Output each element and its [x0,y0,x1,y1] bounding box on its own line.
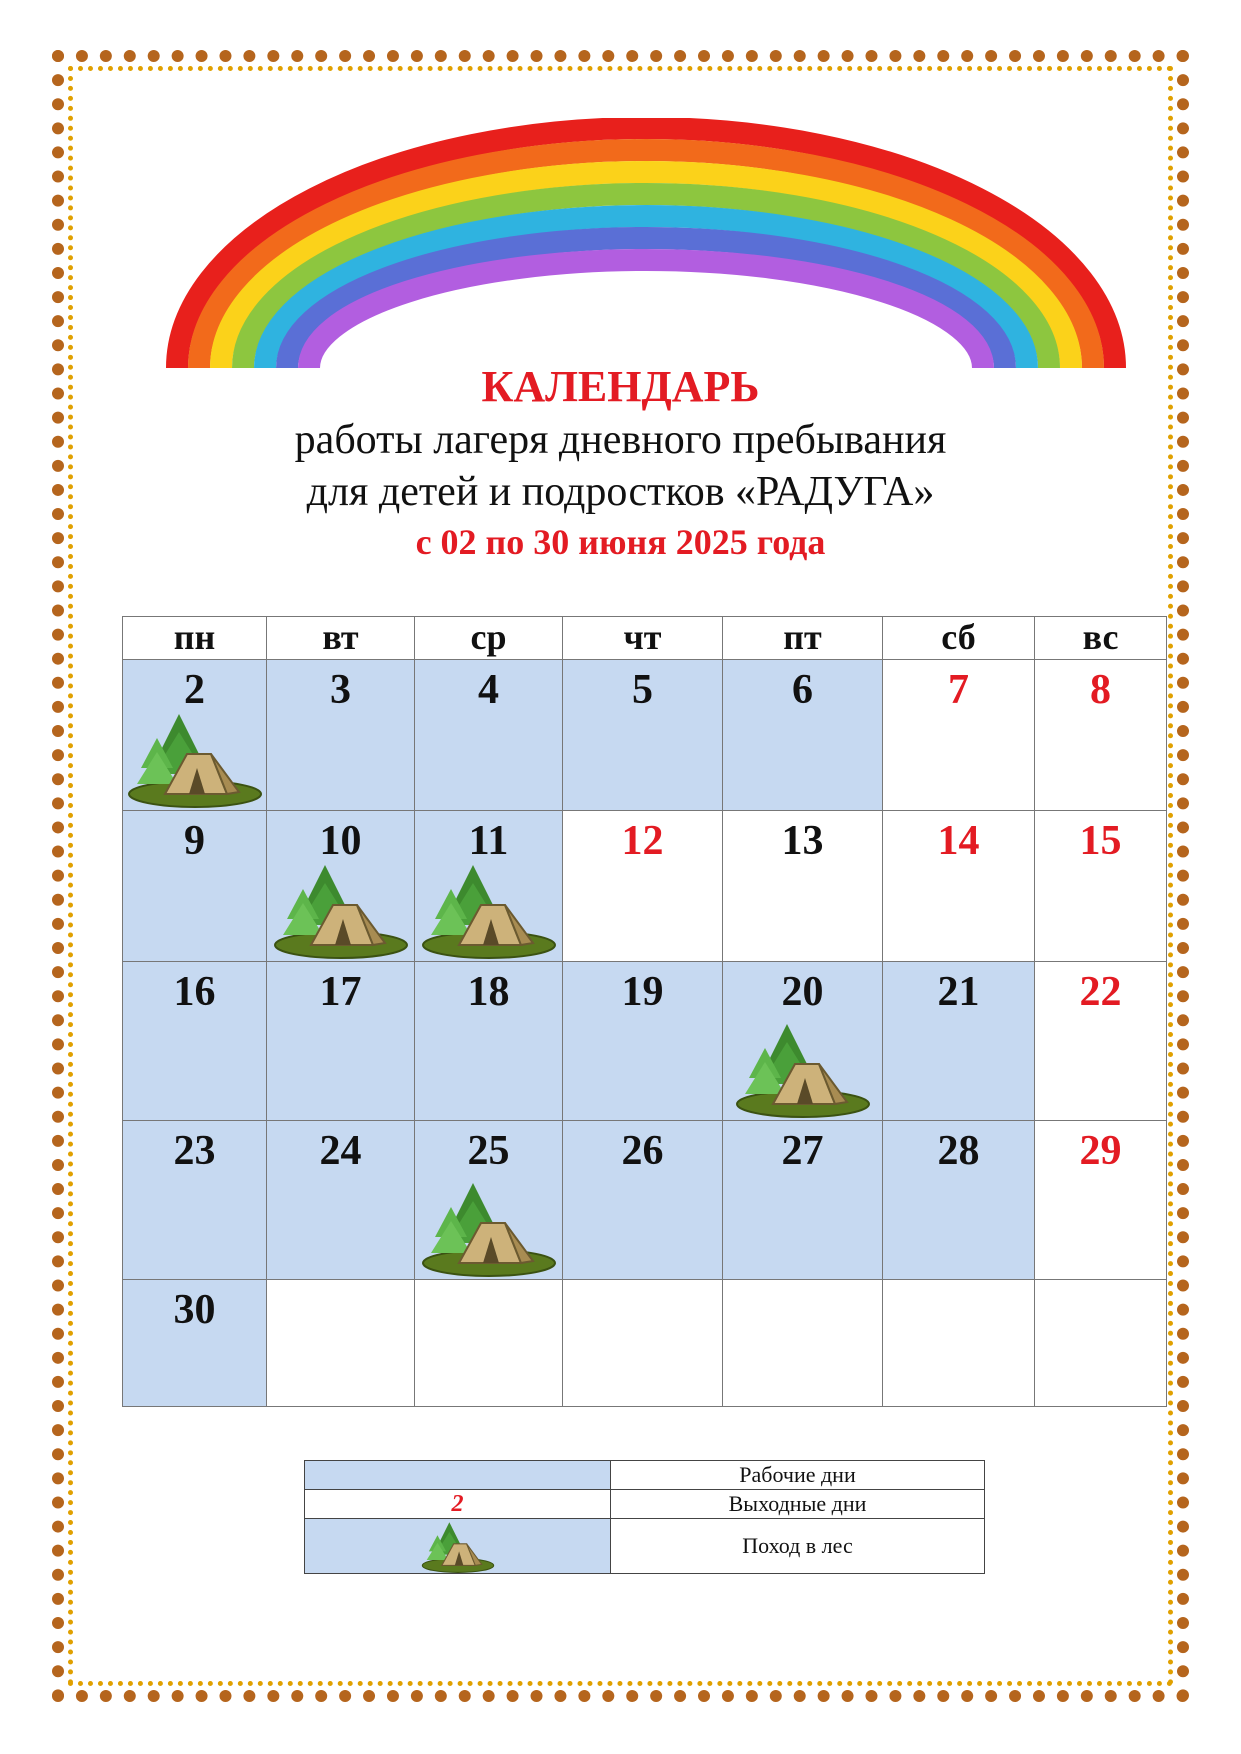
day-number: 17 [319,969,362,1015]
day-number: 10 [319,818,362,864]
calendar-day-14 [883,811,1035,962]
day-number: 14 [937,818,980,864]
calendar-day-27 [723,1121,883,1280]
day-number: 27 [781,1128,824,1174]
calendar-day-28 [883,1121,1035,1280]
day-number: 22 [1079,969,1122,1015]
calendar-day-13 [723,811,883,962]
calendar-week-row [123,811,1167,962]
day-number: 6 [792,667,813,713]
calendar-day-19 [563,962,723,1121]
day-number: 13 [781,818,824,864]
day-number: 23 [173,1128,216,1174]
weekday-header: сб [883,617,1035,660]
tent-icon [735,1018,871,1118]
calendar-day-8 [1035,660,1167,811]
calendar-title: КАЛЕНДАРЬ [481,362,760,411]
day-number: 9 [184,818,205,864]
calendar-empty-cell [415,1280,563,1407]
weekday-header: чт [563,617,723,660]
legend-off-label: Выходные дни [611,1490,985,1519]
calendar-day-24 [267,1121,415,1280]
calendar-day-7 [883,660,1035,811]
day-number: 24 [319,1128,362,1174]
calendar-day-11 [415,811,563,962]
legend-work-label: Рабочие дни [611,1461,985,1490]
calendar-day-15 [1035,811,1167,962]
day-number: 15 [1079,818,1122,864]
calendar-day-25 [415,1121,563,1280]
calendar-day-12 [563,811,723,962]
day-number: 12 [621,818,664,864]
day-number: 7 [948,667,969,713]
tent-icon [421,859,557,959]
legend-hike-label: Поход в лес [611,1519,985,1574]
day-number: 29 [1079,1128,1122,1174]
tent-icon [421,1177,557,1277]
title-block [0,360,1241,566]
calendar-day-16 [123,962,267,1121]
calendar-week-row [123,962,1167,1121]
legend-row-hike [305,1519,985,1574]
calendar-day-23 [123,1121,267,1280]
calendar-day-17 [267,962,415,1121]
calendar-day-10 [267,811,415,962]
calendar-day-26 [563,1121,723,1280]
calendar-day-2 [123,660,267,811]
calendar-day-4 [415,660,563,811]
date-range: с 02 по 30 июня 2025 года [415,522,826,562]
weekday-header-row [123,617,1167,660]
calendar-empty-cell [563,1280,723,1407]
rainbow-illustration [166,118,1126,368]
day-number: 4 [478,667,499,713]
day-number: 26 [621,1128,664,1174]
calendar-day-5 [563,660,723,811]
day-number: 21 [937,969,980,1015]
legend-work-swatch [305,1461,611,1490]
legend-hike-swatch [305,1519,611,1574]
calendar-empty-cell [1035,1280,1167,1407]
day-number: 16 [173,969,216,1015]
calendar-day-21 [883,962,1035,1121]
calendar-grid [122,616,1167,1407]
calendar-day-6 [723,660,883,811]
legend-table [304,1460,985,1574]
calendar-day-18 [415,962,563,1121]
tent-icon [127,708,263,808]
weekday-header: ср [415,617,563,660]
calendar-day-29 [1035,1121,1167,1280]
day-number: 11 [468,818,509,864]
weekday-header: пн [123,617,267,660]
legend-off-sample: 2 [451,1490,464,1517]
legend-row-off [305,1490,985,1519]
weekday-header: вс [1035,617,1167,660]
calendar-week-row [123,660,1167,811]
day-number: 18 [467,969,510,1015]
calendar-empty-cell [883,1280,1035,1407]
calendar-day-9 [123,811,267,962]
weekday-header: вт [267,617,415,660]
calendar-empty-cell [267,1280,415,1407]
calendar-empty-cell [723,1280,883,1407]
calendar-day-3 [267,660,415,811]
tent-icon [419,1519,497,1573]
day-number: 2 [184,667,205,713]
calendar-day-30 [123,1280,267,1407]
subtitle-line-2: для детей и подростков «РАДУГА» [306,469,935,515]
day-number: 25 [467,1128,510,1174]
calendar-week-row [123,1121,1167,1280]
day-number: 20 [781,969,824,1015]
calendar-week-row [123,1280,1167,1407]
day-number: 3 [330,667,351,713]
weekday-header: пт [723,617,883,660]
day-number: 19 [621,969,664,1015]
subtitle-line-1: работы лагеря дневного пребывания [294,417,947,463]
calendar-day-20 [723,962,883,1121]
tent-icon [273,859,409,959]
day-number: 8 [1090,667,1111,713]
day-number: 28 [937,1128,980,1174]
legend-row-work [305,1461,985,1490]
calendar-day-22 [1035,962,1167,1121]
day-number: 30 [173,1287,216,1333]
day-number: 5 [632,667,653,713]
legend-off-swatch [305,1490,611,1519]
